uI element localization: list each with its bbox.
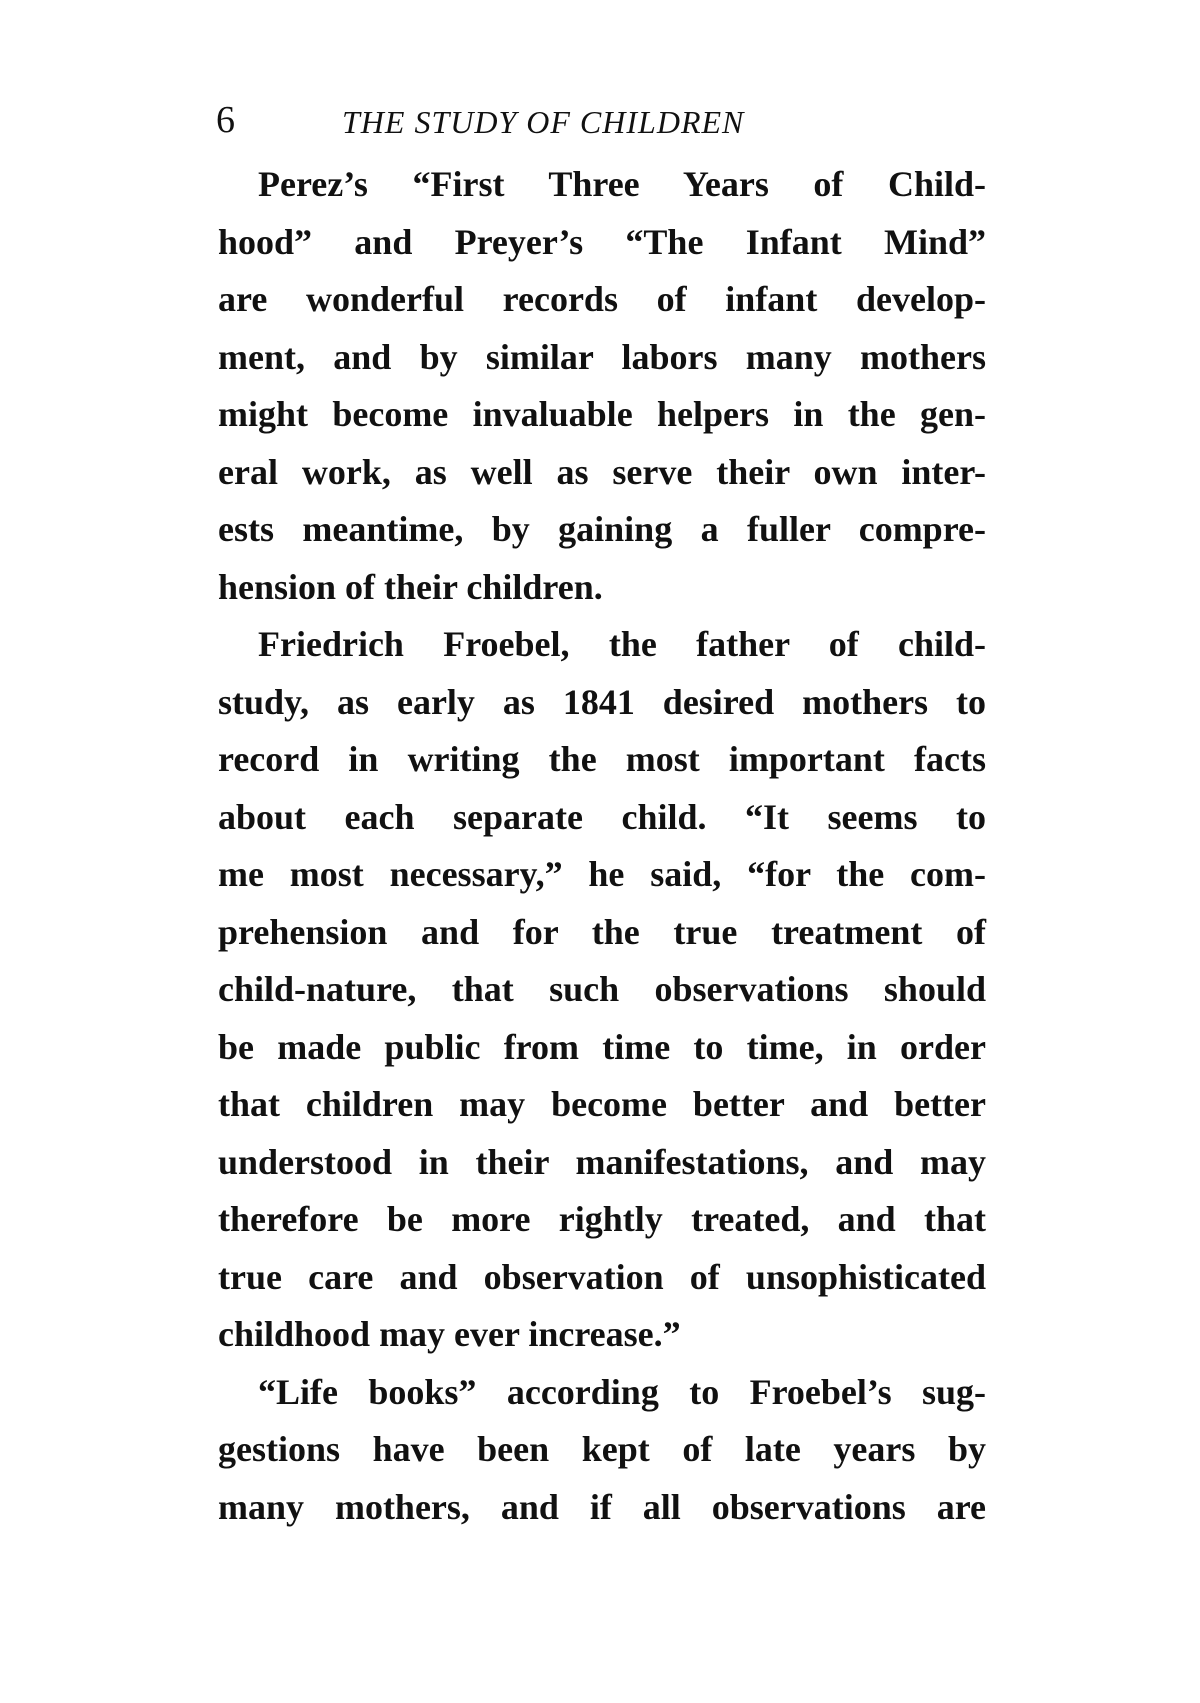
text-line: hood” and Preyer’s “The Infant Mind”: [218, 221, 986, 262]
text-line: Perez’s “First Three Years of Child-: [258, 164, 986, 204]
text-line: be made public from time to time, in order: [218, 1026, 986, 1067]
text-line: Friedrich Froebel, the father of child-: [258, 624, 986, 664]
page-number: 6: [216, 99, 235, 141]
text-line: that children may become better and better: [218, 1084, 986, 1124]
text-line: ests meantime, by gaining a fuller compre-: [218, 509, 986, 549]
text-line: hension of their children.: [218, 566, 603, 607]
text-line: true care and observation of unsophisticated: [218, 1256, 986, 1297]
text-line: child-nature, that such observations should: [218, 969, 986, 1009]
text-line: about each separate child. “It seems to: [218, 796, 986, 837]
text-line: childhood may ever increase.”: [218, 1314, 681, 1354]
text-line: gestions have been kept of late years by: [218, 1429, 986, 1469]
text-line: study, as early as 1841 desired mothers to: [218, 681, 986, 722]
running-head: [216, 92, 976, 148]
text-line: “Life books” according to Froebel’s sug-: [258, 1371, 986, 1412]
running-title: THE STUDY OF CHILDREN: [342, 104, 745, 140]
text-line: me most necessary,” he said, “for the com-: [218, 854, 986, 894]
text-line: understood in their manifestations, and may: [218, 1141, 986, 1182]
text-line: might become invaluable helpers in the gen-: [218, 394, 986, 434]
text-line: prehension and for the true treatment of: [218, 911, 986, 952]
text-line: ment, and by similar labors many mothers: [218, 336, 986, 377]
text-line: record in writing the most important facts: [218, 739, 986, 779]
text-line: therefore be more rightly treated, and that: [218, 1199, 986, 1239]
text-line: many mothers, and if all observations are: [218, 1486, 986, 1527]
body-text: [218, 156, 986, 1536]
text-line: are wonderful records of infant develop-: [218, 279, 986, 319]
text-line: eral work, as well as serve their own inter-: [218, 451, 986, 492]
